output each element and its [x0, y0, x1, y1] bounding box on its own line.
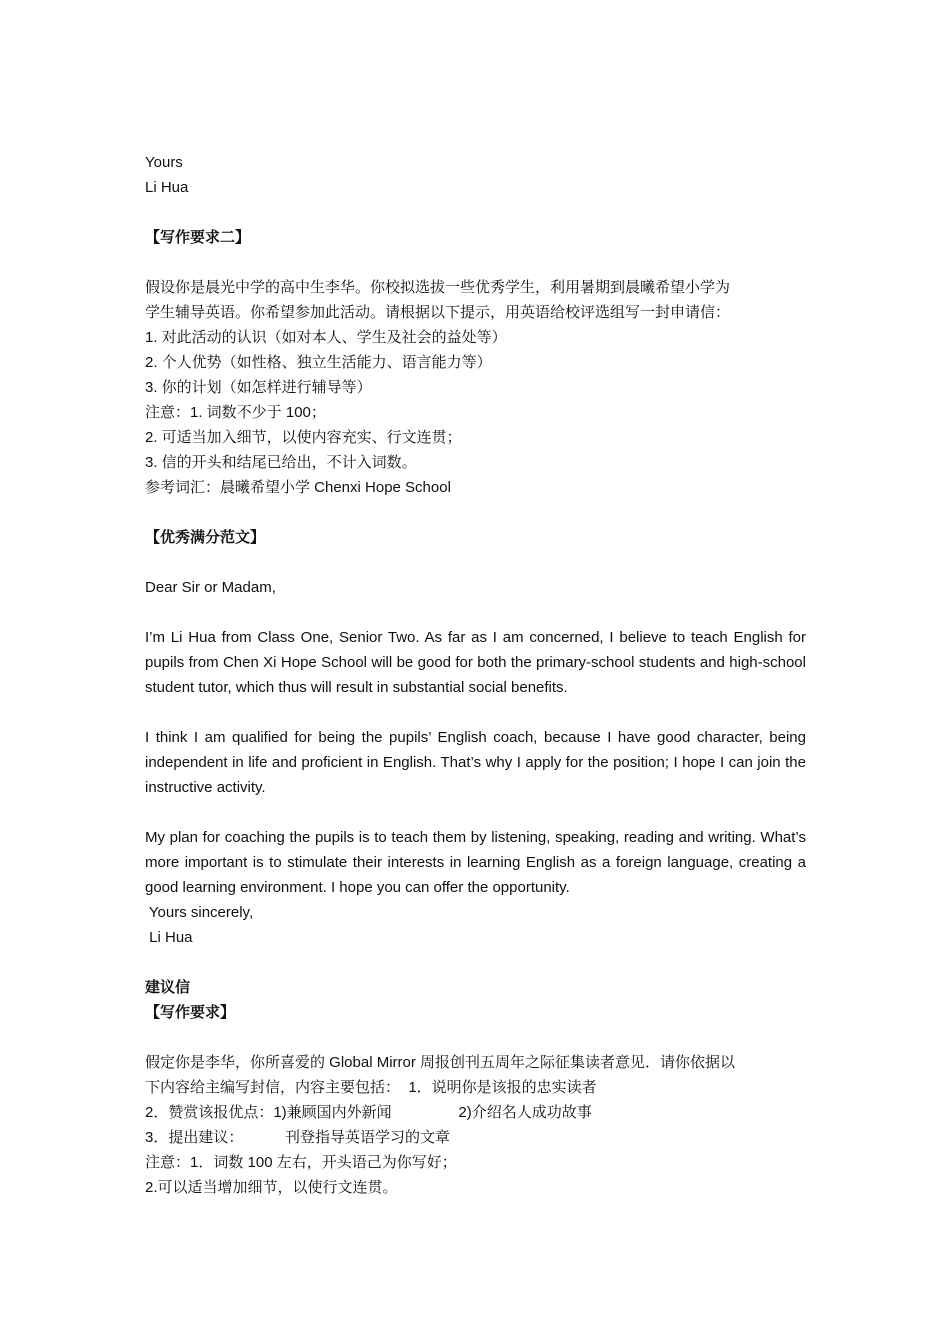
requirement-line: 假设你是晨光中学的高中生李华。你校拟选拔一些优秀学生，利用暑期到晨曦希望小学为 — [145, 279, 731, 296]
letter-closing: Yours sincerely, — [145, 904, 254, 921]
sample-essay-heading: 【优秀满分范文】 — [145, 529, 266, 546]
requirement-line: 参考词汇：晨曦希望小学 Chenxi Hope School — [145, 479, 451, 496]
letter-salutation: Dear Sir or Madam, — [145, 579, 276, 596]
letter-signature: Li Hua — [145, 929, 193, 946]
advice-requirement-line: 2.可以适当增加细节，以使行文连贯。 — [145, 1179, 398, 1196]
advice-requirement-line: 2．赞赏该报优点：1)兼顾国内外新闻 2)介绍名人成功故事 — [145, 1104, 592, 1121]
closing-name: Li Hua — [145, 179, 189, 196]
requirement-line: 1. 对此活动的认识（如对本人、学生及社会的益处等） — [145, 329, 507, 346]
requirement-line: 3. 信的开头和结尾已给出，不计入词数。 — [145, 454, 417, 471]
advice-requirement-line: 3．提出建议： 刊登指导英语学习的文章 — [145, 1129, 451, 1146]
requirement-line: 3. 你的计划（如怎样进行辅导等） — [145, 379, 372, 396]
advice-requirement-line: 下内容给主编写封信，内容主要包括： 1．说明你是该报的忠实读者 — [145, 1079, 597, 1096]
requirement-line: 2. 可适当加入细节，以使内容充实、行文连贯； — [145, 429, 462, 446]
requirement-line: 2. 个人优势（如性格、独立生活能力、语言能力等） — [145, 354, 492, 371]
requirement-line: 注意：1. 词数不少于 100； — [145, 404, 326, 421]
closing-yours: Yours — [145, 154, 183, 171]
advice-requirement-line: 注意：1．词数 100 左右，开头语己为你写好； — [145, 1154, 457, 1171]
advice-requirement-line: 假定你是李华，你所喜爱的 Global Mirror 周报创刊五周年之际征集读者意见．请你依据以 — [145, 1054, 736, 1071]
document-body — [145, 150, 806, 1200]
letter-paragraph-1: I’m Li Hua from Class One, Senior Two. As far as I am concerned, I believe to teach English for pupils from Chen Xi Hope School will be good for both the primary-school students and high-school student tutor, which thus will result in substantial social benefits. — [145, 629, 806, 696]
writing-requirement-2-heading: 【写作要求二】 — [145, 229, 251, 246]
requirement-line: 学生辅导英语。你希望参加此活动。请根据以下提示，用英语给校评选组写一封申请信： — [145, 304, 731, 321]
advice-letter-title: 建议信 — [145, 979, 191, 996]
advice-requirement-heading: 【写作要求】 — [145, 1004, 236, 1021]
letter-paragraph-2: I think I am qualified for being the pupils’ English coach, because I have good character, being independent in life and proficient in English. That’s why I apply for the position; I hope I can join the instructive activity. — [145, 729, 806, 796]
letter-paragraph-3: My plan for coaching the pupils is to teach them by listening, speaking, reading and writing. What’s more important is to stimulate their interests in learning English as a foreign language, creating a good learning environment. I hope you can offer the opportunity. — [145, 829, 806, 896]
